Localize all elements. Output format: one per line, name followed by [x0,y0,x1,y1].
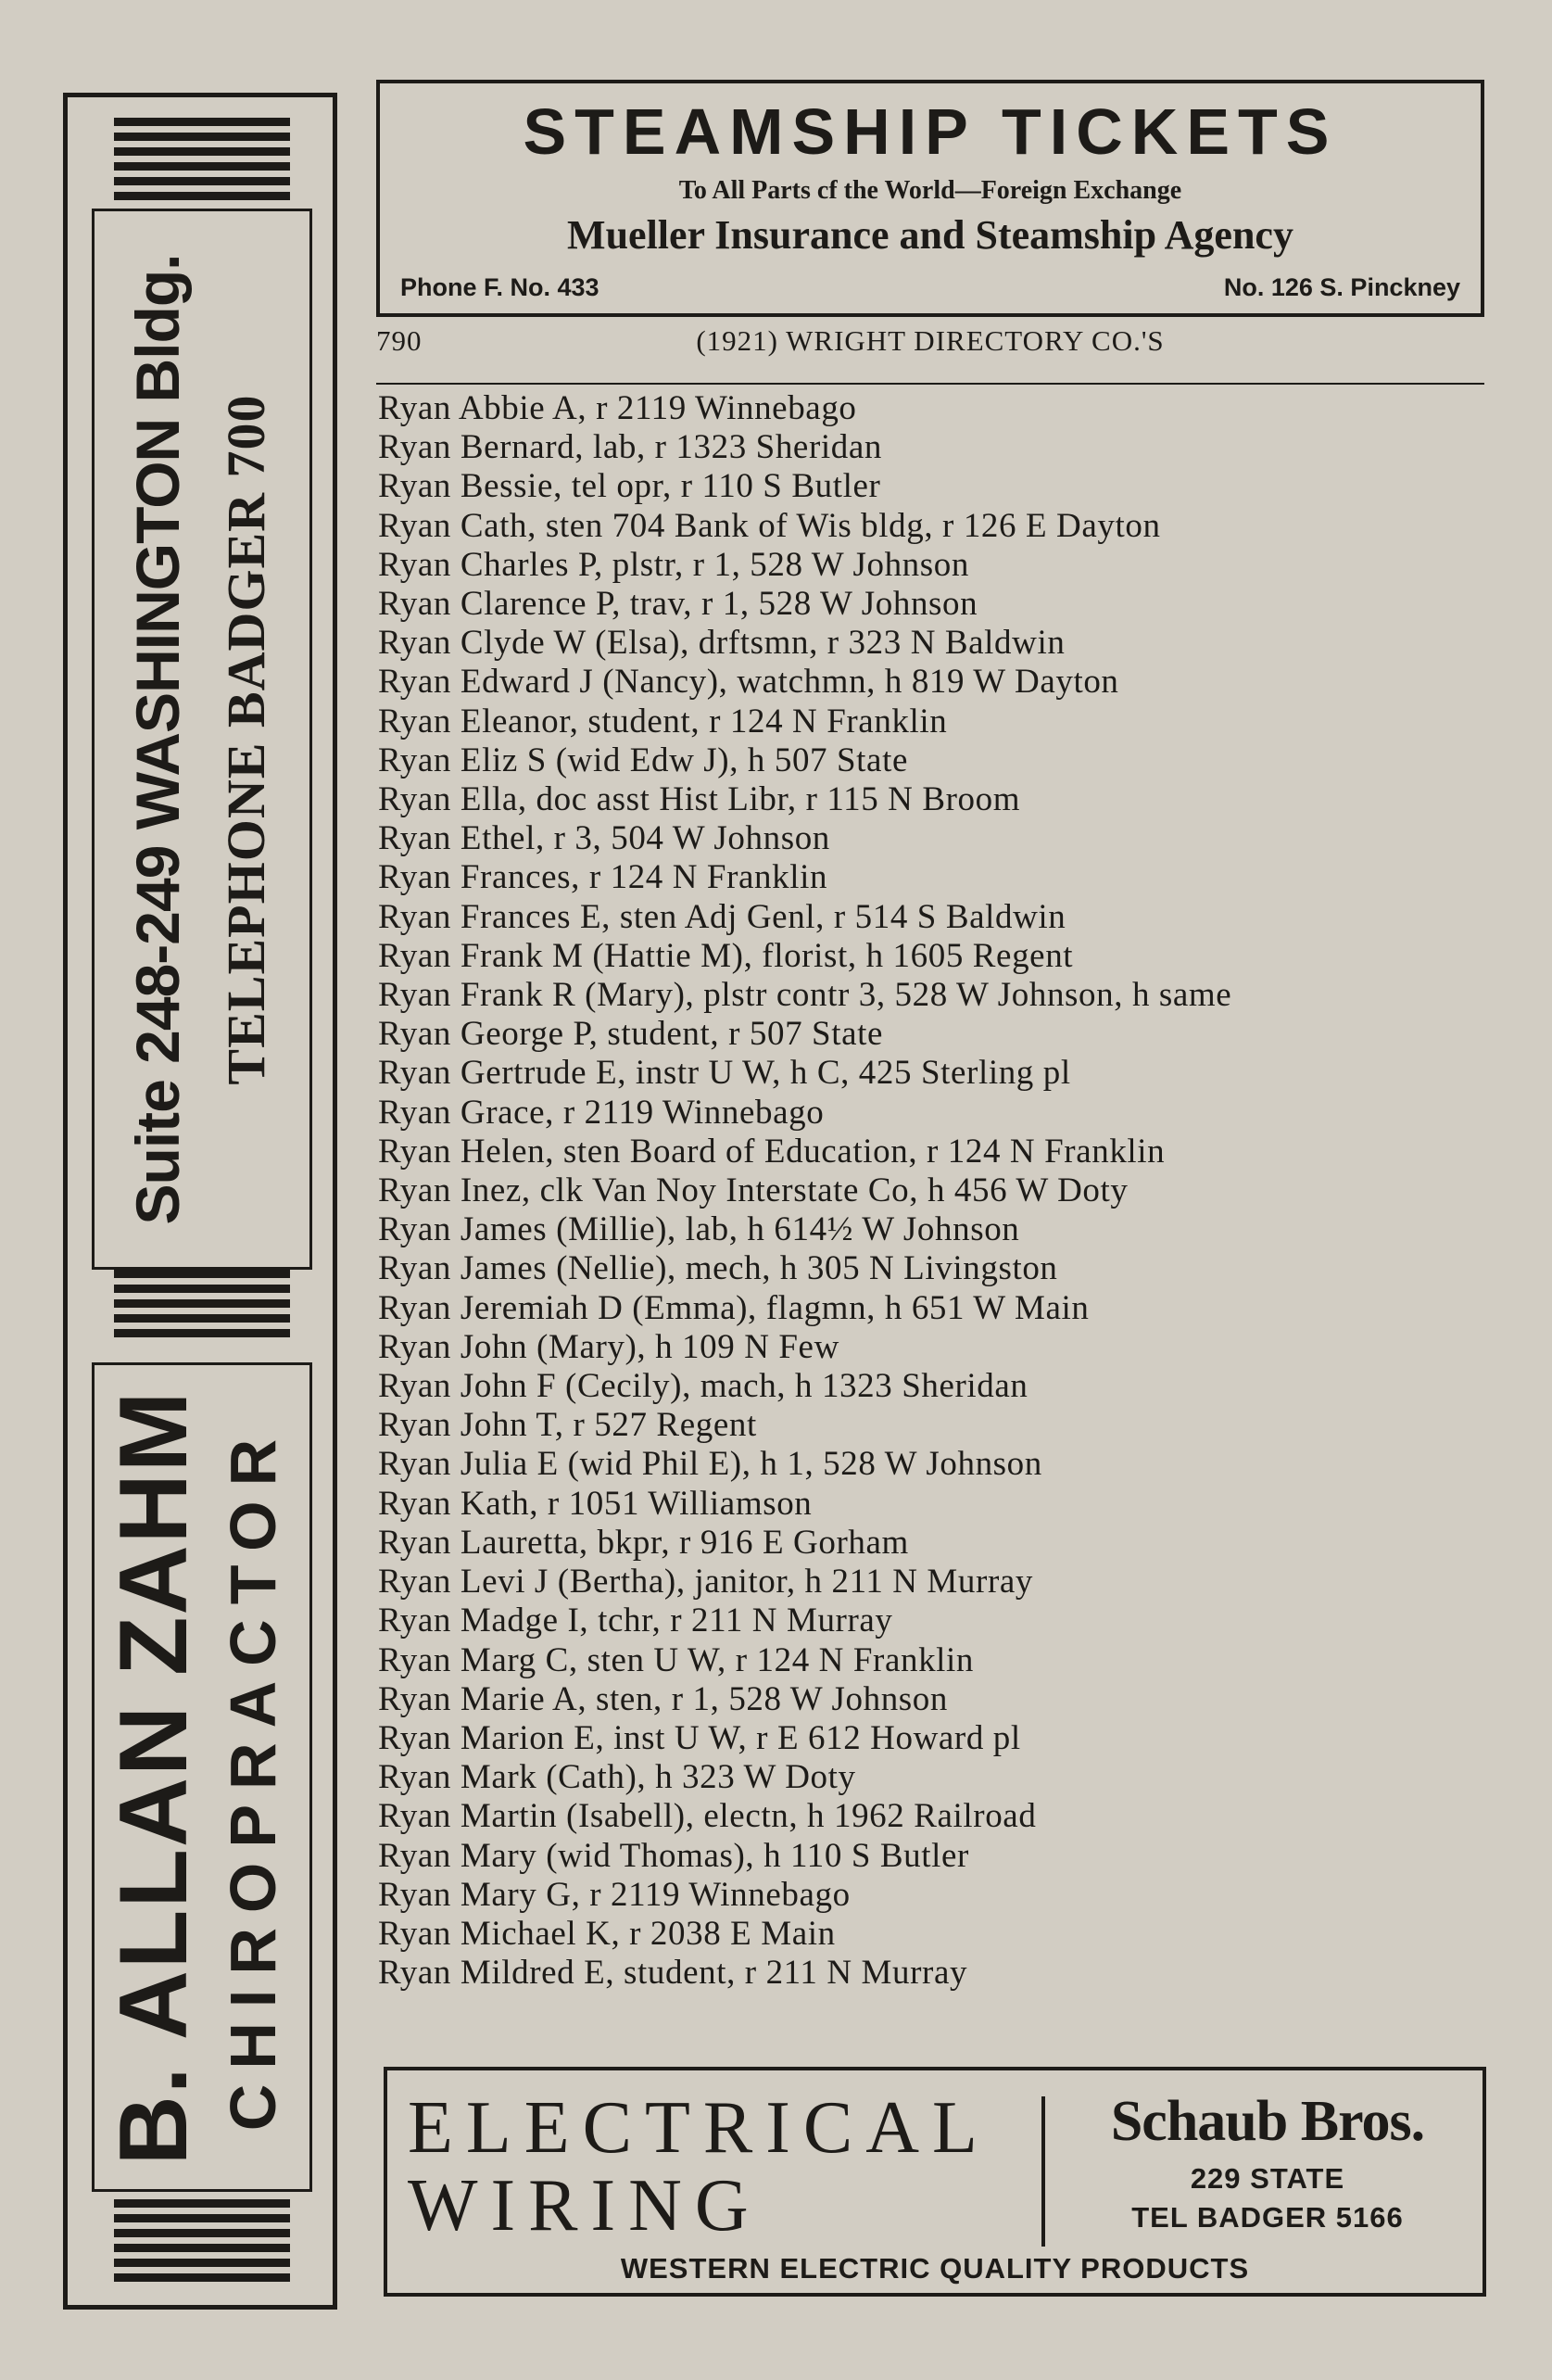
decorative-bars-bottom [114,2199,290,2288]
listing-entry: Ryan Jeremiah D (Emma), flagmn, h 651 W Main [378,1288,1090,1327]
listing-entry: Ryan Kath, r 1051 Williamson [378,1484,813,1523]
page-header [376,324,1484,366]
listing-entry: Ryan Marg C, sten U W, r 124 N Franklin [378,1640,975,1679]
listing-entry: Ryan Inez, clk Van Noy Interstate Co, h 456 W Doty [378,1171,1129,1210]
steamship-ad-title: STEAMSHIP TICKETS [523,95,1338,168]
listing-entry: Ryan Eleanor, student, r 124 N Franklin [378,702,948,741]
chiropractor-address-box [92,209,312,1270]
steamship-ad-subtitle: To All Parts cf the World—Foreign Exchange [678,176,1182,205]
listing-entry: Ryan James (Nellie), mech, h 305 N Livingston [378,1249,1058,1288]
listing-entry: Ryan Mark (Cath), h 323 W Doty [378,1758,856,1797]
listing-entry: Ryan Marie A, sten, r 1, 528 W Johnson [378,1679,948,1718]
listing-entry: Ryan Clarence P, trav, r 1, 528 W Johnson [378,585,978,624]
chiropractor-profession: CHIROPRACTOR [217,1424,289,2131]
listing-entry: Ryan Michael K, r 2038 E Main [378,1914,836,1953]
listing-entry: Ryan Frank M (Hattie M), florist, h 1605 Regent [378,936,1074,975]
listing-entry: Ryan Mary G, r 2119 Winnebago [378,1875,851,1914]
listing-entry: Ryan Julia E (wid Phil E), h 1, 528 W Johnson [378,1445,1042,1484]
steamship-ad-address: No. 126 S. Pinckney [1223,273,1460,301]
page-number: 790 [376,324,423,357]
decorative-bars-middle [114,1270,290,1344]
electrical-ad-line2: WIRING [408,2165,762,2247]
decorative-bars-top [114,118,290,207]
electrical-wiring-ad [384,2067,1486,2297]
listing-entry: Ryan Grace, r 2119 Winnebago [378,1093,825,1132]
listing-entry: Ryan Bessie, tel opr, r 110 S Butler [378,467,881,506]
listing-entry: Ryan George P, student, r 507 State [378,1015,883,1054]
listing-entry: Ryan Clyde W (Elsa), drftsmn, r 323 N Baldwin [378,624,1066,663]
listing-entry: Ryan Lauretta, bkpr, r 916 E Gorham [378,1523,909,1562]
steamship-ad [376,80,1484,317]
listing-entry: Ryan John (Mary), h 109 N Few [378,1327,839,1366]
listing-entry: Ryan Mildred E, student, r 211 N Murray [378,1954,968,1993]
listing-entry: Ryan Abbie A, r 2119 Winnebago [378,389,857,427]
steamship-ad-phone: Phone F. No. 433 [400,273,599,301]
listing-entry: Ryan Marion E, inst U W, r E 612 Howard pl [378,1718,1021,1757]
listing-entry: Ryan Eliz S (wid Edw J), h 507 State [378,741,908,779]
listing-entry: Ryan Frances, r 124 N Franklin [378,858,828,897]
listing-entry: Ryan Madge I, tchr, r 211 N Murray [378,1601,893,1640]
chiropractor-name: B. ALLAN ZAHM [100,1389,208,2165]
listing-entry: Ryan Ethel, r 3, 504 W Johnson [378,819,830,858]
chiropractor-telephone: TELEPHONE BADGER 700 [216,393,276,1085]
electrical-ad-tagline: WESTERN ELECTRIC QUALITY PRODUCTS [620,2252,1250,2285]
chiropractor-ad [63,93,337,2310]
listing-entry: Ryan John F (Cecily), mach, h 1323 Sheridan [378,1367,1028,1406]
listing-entry: Ryan Gertrude E, instr U W, h C, 425 Sterling pl [378,1054,1071,1093]
listing-entry: Ryan Helen, sten Board of Education, r 124 N Franklin [378,1132,1166,1171]
directory-listings [378,389,1486,1993]
ad-divider [1041,2096,1045,2247]
listing-entry: Ryan Charles P, plstr, r 1, 528 W Johnson [378,545,969,584]
listing-entry: Ryan Frances E, sten Adj Genl, r 514 S Baldwin [378,897,1066,936]
listing-entry: Ryan Frank R (Mary), plstr contr 3, 528 W Johnson, h same [378,976,1232,1015]
electrical-ad-company: Schaub Bros. [1110,2090,1425,2153]
steamship-ad-agency: Mueller Insurance and Steamship Agency [567,212,1293,258]
page-title: (1921) WRIGHT DIRECTORY CO.'S [696,324,1165,357]
header-rule [376,383,1484,385]
electrical-ad-line1: ELECTRICAL [408,2087,991,2169]
listing-entry: Ryan Mary (wid Thomas), h 110 S Butler [378,1836,969,1875]
chiropractor-name-box [92,1362,312,2192]
listing-entry: Ryan Bernard, lab, r 1323 Sheridan [378,428,882,467]
listing-entry: Ryan Ella, doc asst Hist Libr, r 115 N Broom [378,780,1021,819]
listing-entry: Ryan John T, r 527 Regent [378,1406,757,1445]
electrical-ad-telephone: TEL BADGER 5166 [1131,2201,1404,2234]
chiropractor-address: Suite 248-249 WASHINGTON Bldg. [123,254,192,1225]
listing-entry: Ryan Cath, sten 704 Bank of Wis bldg, r 126 E Dayton [378,506,1161,545]
electrical-ad-address: 229 STATE [1190,2162,1345,2195]
listing-entry: Ryan James (Millie), lab, h 614½ W Johnson [378,1210,1020,1249]
listing-entry: Ryan Martin (Isabell), electn, h 1962 Railroad [378,1797,1037,1836]
listing-entry: Ryan Edward J (Nancy), watchmn, h 819 W Dayton [378,663,1119,702]
listing-entry: Ryan Levi J (Bertha), janitor, h 211 N Murray [378,1563,1034,1601]
